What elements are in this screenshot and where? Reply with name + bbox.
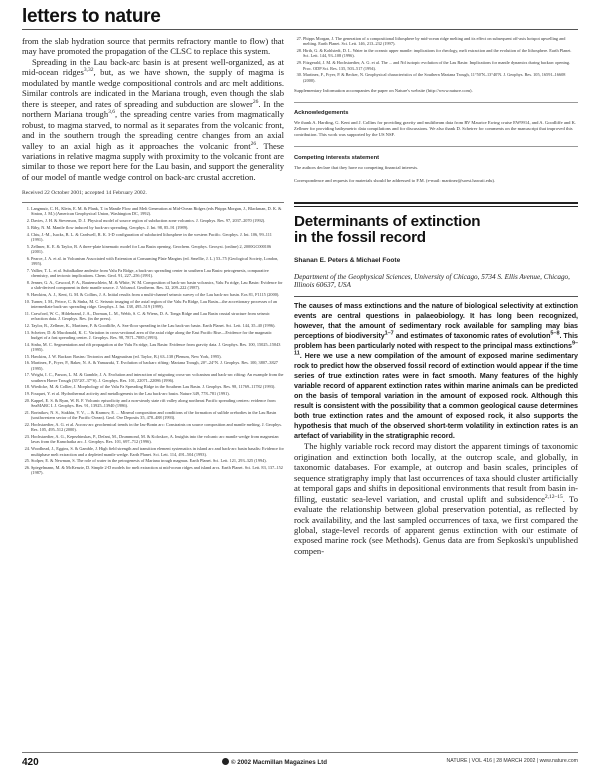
reference-number: 30. <box>296 72 302 78</box>
reference-number: 26. <box>24 465 30 471</box>
reference-item <box>22 465 284 476</box>
article-authors: Shanan E. Peters & Michael Foote <box>294 256 401 264</box>
page-number: 420 <box>22 757 39 768</box>
reference-item <box>22 330 284 341</box>
reference-text: Bortnikov, N. S., Stakhin, V. V., ... & Kramov, E. ... Mineral composition and conditions of the formation of sulfide orebodies in the Lau Basin (southwestern sector of the Pacific Ocean). Geol. Ore Deposits 35, 478–488 (1993). <box>31 410 277 421</box>
section-title: letters to nature <box>22 6 161 27</box>
reference-text: Taylor, B., Zellmer, K., Martinez, F. & Goodliffe, A. Sea-floor spreading in the Lau back-arc basin. Earth Planet. Sci. Lett. 144, 35–40 (1996). <box>31 322 276 328</box>
reference-item <box>22 342 284 353</box>
acknowledgements-heading: Acknowledgements <box>294 110 349 117</box>
reference-item <box>22 372 284 383</box>
article-body-paragraph: The highly variable rock record may distort the apparent timings of taxonomic origination and extinction both locally, at the outcrop scale, and globally, in taxonomic databases. For example, at outcrop and basin scales, principles of sequence stratigraphy imply that last occurrences of taxa should cluster artificially at temporal gaps and shifts in depositional environments that result from basin in-filling, eustatic sea-level variation, and crustal uplift and subsidence$^{2,12-15}$. To evaluate the relationship between global preservation potential, as reflected by rock availability, and the last sampled occurrences of taxa, we first compared the global, stage-level records of apparent genus extinction with our estimate of exposed marine rock (see Methods). Genus data are from Sepkoski's unpublished compen- <box>294 441 578 556</box>
journal-info: NATURE | VOL 416 | 28 MARCH 2002 | www.nature.com <box>446 758 578 764</box>
reference-text: Davies, J. H. & Stevenson, D. J. Physical model of source region of subduction zone volcanics. J. Geophys. Res. 97, 2037–2070 (1992). <box>31 217 266 223</box>
citation-superscript: 3,6 <box>108 109 116 116</box>
reference-item <box>22 218 284 223</box>
citation-superscript: 3,32 <box>83 67 94 74</box>
reference-item <box>22 384 284 389</box>
reference-number: 4. <box>26 231 30 237</box>
reference-item <box>22 232 284 243</box>
section-divider <box>294 146 578 147</box>
reference-number: 17. <box>24 372 30 378</box>
reference-number: 11. <box>24 310 30 316</box>
reference-number: 21. <box>24 410 30 416</box>
reference-list <box>22 206 284 476</box>
citation-superscript: 26 <box>252 98 259 105</box>
reference-item <box>22 446 284 457</box>
thick-rule <box>294 202 578 204</box>
reference-text: Wiedicke, M. & Collier, J. Morphology of the Valu Fa Spreading Ridge in the Southern Lau Basin. J. Geophys. Res. 98, 11769–11782 (1993). <box>31 384 276 390</box>
article-affiliation: Department of the Geophysical Sciences, University of Chicago, 5734 S. Ellis Avenue, Chicago, Illinois 60637, USA <box>294 272 570 290</box>
reference-number: 8. <box>26 279 30 285</box>
reference-item <box>22 244 284 255</box>
reference-item <box>22 256 284 267</box>
reference-text: Hawkins, A. J., Kent, G. M. & Collins, J. A. Initial results from a multi-channel seismic survey of the Lau back-arc basin. Eos 81, F1115 (2000). <box>31 291 280 297</box>
reference-item <box>294 72 578 83</box>
reference-item <box>22 268 284 279</box>
reference-item <box>294 60 578 71</box>
reference-number: 3. <box>26 224 30 230</box>
reference-text: Kappel, E. S. & Ryan, W. B. F. Volcanic episodicity and a non-steady state rift valley along northeast Pacific spreading centers: evidence from SeaMARC I. J. Geophys. Res. 91, 13925–13940 (1986). <box>31 398 276 409</box>
reference-text: Langmuir, C. H., Klein, E. M. & Plank, T. in Mantle Flow and Melt Generation at Mid-Ocean Ridges (eds Phipps Morgan, J., Blackman, D. K. & Sinton, J. M.) (American Geophysical Union, Washington DC, 1992). <box>31 205 282 217</box>
reference-text: Martinez, F., Fryer, P., Baker, N. A. & Yamazaki, T. Evolution of backarc rifting: Mariana Trough, 20°–24°N. J. Geophys. Res. 100, 3807–3827 (1995). <box>31 360 278 371</box>
reference-item <box>22 323 284 328</box>
article-title <box>294 214 578 246</box>
reference-text: Chiu, J.-M., Isacks, B. L. & Cardwell, R. K. 3-D configuration of subducted lithosphere in the western Pacific. Geophys. J. Int. 106, 99–111 (1991). <box>31 231 272 242</box>
reference-number: 22. <box>24 422 30 428</box>
section-divider <box>294 102 578 103</box>
reference-number: 9. <box>26 291 30 297</box>
citation-superscript: 2,12–15 <box>544 493 563 500</box>
reference-item <box>22 354 284 359</box>
reference-number: 28. <box>296 48 302 54</box>
reference-number: 6. <box>26 255 30 261</box>
paragraph: from the slab hydration source that permits refractory mantle to flow) that may have promoted the propagation of the CLSC to replace this system. <box>22 36 284 57</box>
footer-divider <box>22 752 578 753</box>
article-abstract: The causes of mass extinctions and the nature of biological selectivity at extinction events are central questions in palaeobiology. It has long been recognized, however, that the amount of sedimentary rock available for sampling may bias perceptions of biodiversity$^{1-7}$ and estimates of taxonomic rates of evolution$^{5-8}$. This problem has been particularly noted with respect to the principal mass extinctions$^{9-11}$. Here we use a new compilation of the amount of exposed marine sedimentary rock to predict how the observed fossil record of extinction would appear if the time series of true extinction rates were in fact smooth. Many features of the highly variable record of apparent extinction rates within marine animals can be predicted on the basis of temporal variation in the amount of exposed rock. Although this result is consistent with the possibility that a common geological cause determines both true extinction rates and the amount of exposed rock, it also supports the hypothesis that much of the observed short-term volatility in extinction rates is an artefact of variability in the stratigraphic record. <box>294 300 578 441</box>
page-footer <box>22 752 578 770</box>
reference-number: 23. <box>24 434 30 440</box>
reference-number: 12. <box>24 322 30 328</box>
reference-item <box>22 292 284 297</box>
reference-text: Zellmer, K. E. & Taylor, B. A three-plate kinematic model for Lau Basin opening. Geochem. Geophys. Geosyst. (online) 2, 2000GC000106 (2001). <box>31 243 272 254</box>
affiliation-divider <box>294 296 578 297</box>
reference-item <box>22 225 284 230</box>
reference-number: 20. <box>24 398 30 404</box>
reference-text: Martinez, F., Fryer, P. & Becker, N. Geophysical characteristics of the Southern Mariana Trough, 11°50'N–13°40'N. J. Geophys. Res. 105, 16591–16608 (2000). <box>303 72 566 83</box>
received-date: Received 22 October 2001; accepted 14 February 2002. <box>22 190 147 197</box>
citation-superscript: 1–7 <box>384 330 394 337</box>
reference-number: 25. <box>24 458 30 464</box>
reference-number: 5. <box>26 243 30 249</box>
reference-item <box>294 36 578 47</box>
reference-number: 14. <box>24 341 30 347</box>
publisher-text: © 2002 Macmillan Magazines Ltd <box>231 759 328 766</box>
reference-text: Crawford, W. C., Hildebrand, J. A., Dorman, L. M., Webb, S. C. & Wiens, D. A. Tonga Ridge and Lau Basin crustal structure from seismic refraction data. J. Geophys. Res. (in the press). <box>31 310 270 321</box>
reference-number: 16. <box>24 360 30 366</box>
reference-text: Turner, I. M., Peirce, C. & Sinha, M. C. Seismic imaging of the axial region of the Valu Fa Ridge, Lau Basin—the accretionary processes of an intermediate back-arc spreading ridge. Geophys. J. Int. 138, 495–519 (1999). <box>31 298 278 309</box>
right-column <box>294 36 578 556</box>
reference-list-continued <box>294 36 578 83</box>
reference-text: Fouquet, Y. et al. Hydrothermal activity and metallogenesis in the Lau back-arc basin. Nature 349, 778–781 (1991). <box>31 391 230 397</box>
reference-text: Hawkins, J. W. Backarc Basins: Tectonics and Magmatism (ed. Taylor, B.) 63–138 (Plenum, New York, 1995). <box>31 353 222 359</box>
reference-text: Fitzgerald, J. M. & Hochstaedter, A. G. et al. The ... and Nd isotopic evolution of the Lau Basin: Implications for mantle dynamics during backarc opening. Proc. ODP Sci. Res. 135, 503–517 (1994). <box>303 60 571 71</box>
reference-item <box>22 206 284 217</box>
reference-text: Wright, I. C., Parson, L. M. & Gamble, J. A. Evolution and interaction of migrating cross-arc volcanism and back-arc rifting: An example from the southern Havre Trough (35°20'–37°S). J. Geophys. Res. 101, 22071–22086 (1996). <box>31 372 284 383</box>
competing-interests-text: The authors declare that they have no competing financial interests. <box>294 164 419 170</box>
page-header <box>22 0 578 28</box>
reference-text: Hirth, G. & Kohlstedt, D. L. Water in the oceanic upper mantle: implications for rheology, melt extraction and the evolution of the lithosphere. Earth Planet. Sci. Lett. 144, 93–108 (1996). <box>303 48 572 59</box>
reference-text: Phipps Morgan, J. The generation of a compositional lithosphere by mid-ocean ridge melting and its effect on subsequent off-axis hotspot upwelling and melting. Earth Planet. Sci. Lett. 146, 213–232 (1997). <box>303 36 566 47</box>
references-divider <box>22 202 284 203</box>
reference-item <box>22 299 284 310</box>
reference-number: 15. <box>24 353 30 359</box>
reference-number: 2. <box>26 217 30 223</box>
citation-superscript: 9–11 <box>294 340 578 357</box>
reference-item <box>22 434 284 445</box>
reference-item <box>22 391 284 396</box>
reference-item <box>22 458 284 463</box>
reference-number: 27. <box>296 36 302 41</box>
acknowledgements-text: We thank A. Harding, G. Kent and J. Collins for providing gravity and multibeam data from RV Maurice Ewing cruise EW9914, and A. Goodliffe and K. Zellmer for providing bathymetric data compilations and for discussions. We also thank D. Scheirer for comments on the manuscript that improved this contribution. This work was supported by the US NSF. <box>294 120 577 138</box>
left-body-text <box>22 36 284 182</box>
correspondence-text: Correspondence and requests for materials should be addressed to F.M. (e-mail: martinez@soest.hawaii.edu). <box>294 177 496 183</box>
reference-text: Pearce, J. A. et al. in Volcanism Associated with Extension at Consuming Plate Margins (ed. Smellie, J. L.) 53–75 (Geological Society, London, 1995). <box>31 255 279 266</box>
article-title-line: Determinants of extinction <box>294 213 481 231</box>
reference-number: 24. <box>24 446 30 452</box>
reference-item <box>22 398 284 409</box>
paragraph: Spreading in the Lau back-arc basin is at present well-organized, as at mid-ocean ridges$^{3,32}$, but, as we have shown, the supply of magma is modulated by mantle wedge compositional controls and arc melt additions. Similar controls are indicated in the Mariana trough, even though the slab there is steeper, and rates of spreading and subduction are slower$^{26}$. In the northern Mariana trough$^{3,6}$, the spreading centre varies from magmatically robust, to magma starved, to normal as it separates from the volcanic front, and in the southern trough the spreading centre changes from an axial valley to an axial high as it approaches the volcanic front$^{26}$. These variations in relative magma supply with proximity to the volcanic front are similar to those we report here for the Lau basin, and support the generality of our model of mantle wedge control on back-arc crustal accretion. <box>22 56 285 182</box>
reference-text: Stolper, E. & Newman, S. The role of water in the petrogenesis of Mariana trough magmas. Earth Planet. Sci. Lett. 121, 293–325 (1994). <box>31 458 267 464</box>
reference-text: Hochstaedter, A. G., Kepezhinskas, P., Defant, M., Drummond, M. & Koloskov, A. Insights into the volcanic arc mantle wedge from magnesian lavas from the Kamchatka arc. J. Geophys. Res. 101, 697–712 (1996). <box>31 434 279 445</box>
reference-text: Vallier, T. L. et al. Subalkaline andesite from Valu Fa Ridge, a back-arc spreading center in southern Lau Basin: petrogenesis, comparative chemistry, and tectonic implications. Chem. Geol. 91, 227–256 (1991). <box>31 267 269 278</box>
citation-superscript: 26 <box>250 140 257 147</box>
reference-text: Jenner, G. A., Cawood, P. A., Rautenschlein, M. & White, W. M. Composition of back-arc basin volcanics, Valu Fa ridge, Lau Basin: Evidence for a slab-derived component in their mantle source. J. Volcanol. Geotherm. Res. 32, 209–222 (1987). <box>31 279 283 291</box>
reference-item <box>22 410 284 421</box>
reference-text: Woodhead, J., Eggins, S. & Gamble, J. High field strength and transition element systematics in island arc and back-arc basin basalts: Evidence for multiphase melt extraction and a depleted mantle wedge. Earth Planet. Sci. Lett. 114, 491–504 (1993). <box>31 446 284 457</box>
reference-number: 13. <box>24 329 30 335</box>
article-separator <box>294 202 578 207</box>
reference-number: 18. <box>24 384 30 390</box>
reference-text: Biby, N. M. Mantle flow induced by back-arc spreading. Geophys. J. Int. 98, 85–91 (1989). <box>31 224 189 230</box>
reference-item <box>22 311 284 322</box>
reference-item <box>294 48 578 59</box>
reference-text: Scheirer, D. & Macdonald, K. C. Variation in cross-sectional area of the axial ridge along the East Pacific Rise—Evidence for the magmatic budget of a fast spreading center. J. Geophys. Res. 98, 7871–7885 (1993). <box>31 329 272 340</box>
citation-superscript: 5–8 <box>550 330 560 337</box>
reference-number: 10. <box>24 298 30 304</box>
supplementary-info: Supplementary Information accompanies the paper on Nature's website (http://www.nature.com). <box>294 88 473 94</box>
reference-text: Sinha, M. C. Segmentation and rift propagation at the Valu Fa ridge, Lau Basin: Evidence from gravity data. J. Geophys. Res. 100, 15025–15043 (1995). <box>31 341 281 352</box>
reference-number: 1. <box>26 205 30 211</box>
publisher-logo-icon <box>222 758 229 765</box>
reference-number: 7. <box>26 267 30 273</box>
article-title-line: in the fossil record <box>294 229 426 247</box>
reference-number: 29. <box>296 60 302 66</box>
thin-rule <box>294 206 578 207</box>
reference-item <box>22 280 284 291</box>
left-column <box>22 36 284 477</box>
reference-item <box>22 422 284 433</box>
reference-text: Hochstaedter, A. G. et al. Across-arc geochemical trends in the Izu-Bonin arc: Constraints on source composition and mantle melting. J. Geophys. Res. 105, 495–512 (2000). <box>31 422 283 433</box>
reference-text: Spiegelmann, M. & McKenzie, D. Simple 2-D models for melt extraction at mid-ocean ridges and island arcs. Earth Planet. Sci. Lett. 83, 137–152 (1987). <box>31 465 283 476</box>
publisher-line <box>222 758 327 766</box>
reference-number: 19. <box>24 391 30 397</box>
reference-item <box>22 360 284 371</box>
competing-interests-heading: Competing interests statement <box>294 154 380 161</box>
header-divider <box>22 29 578 30</box>
